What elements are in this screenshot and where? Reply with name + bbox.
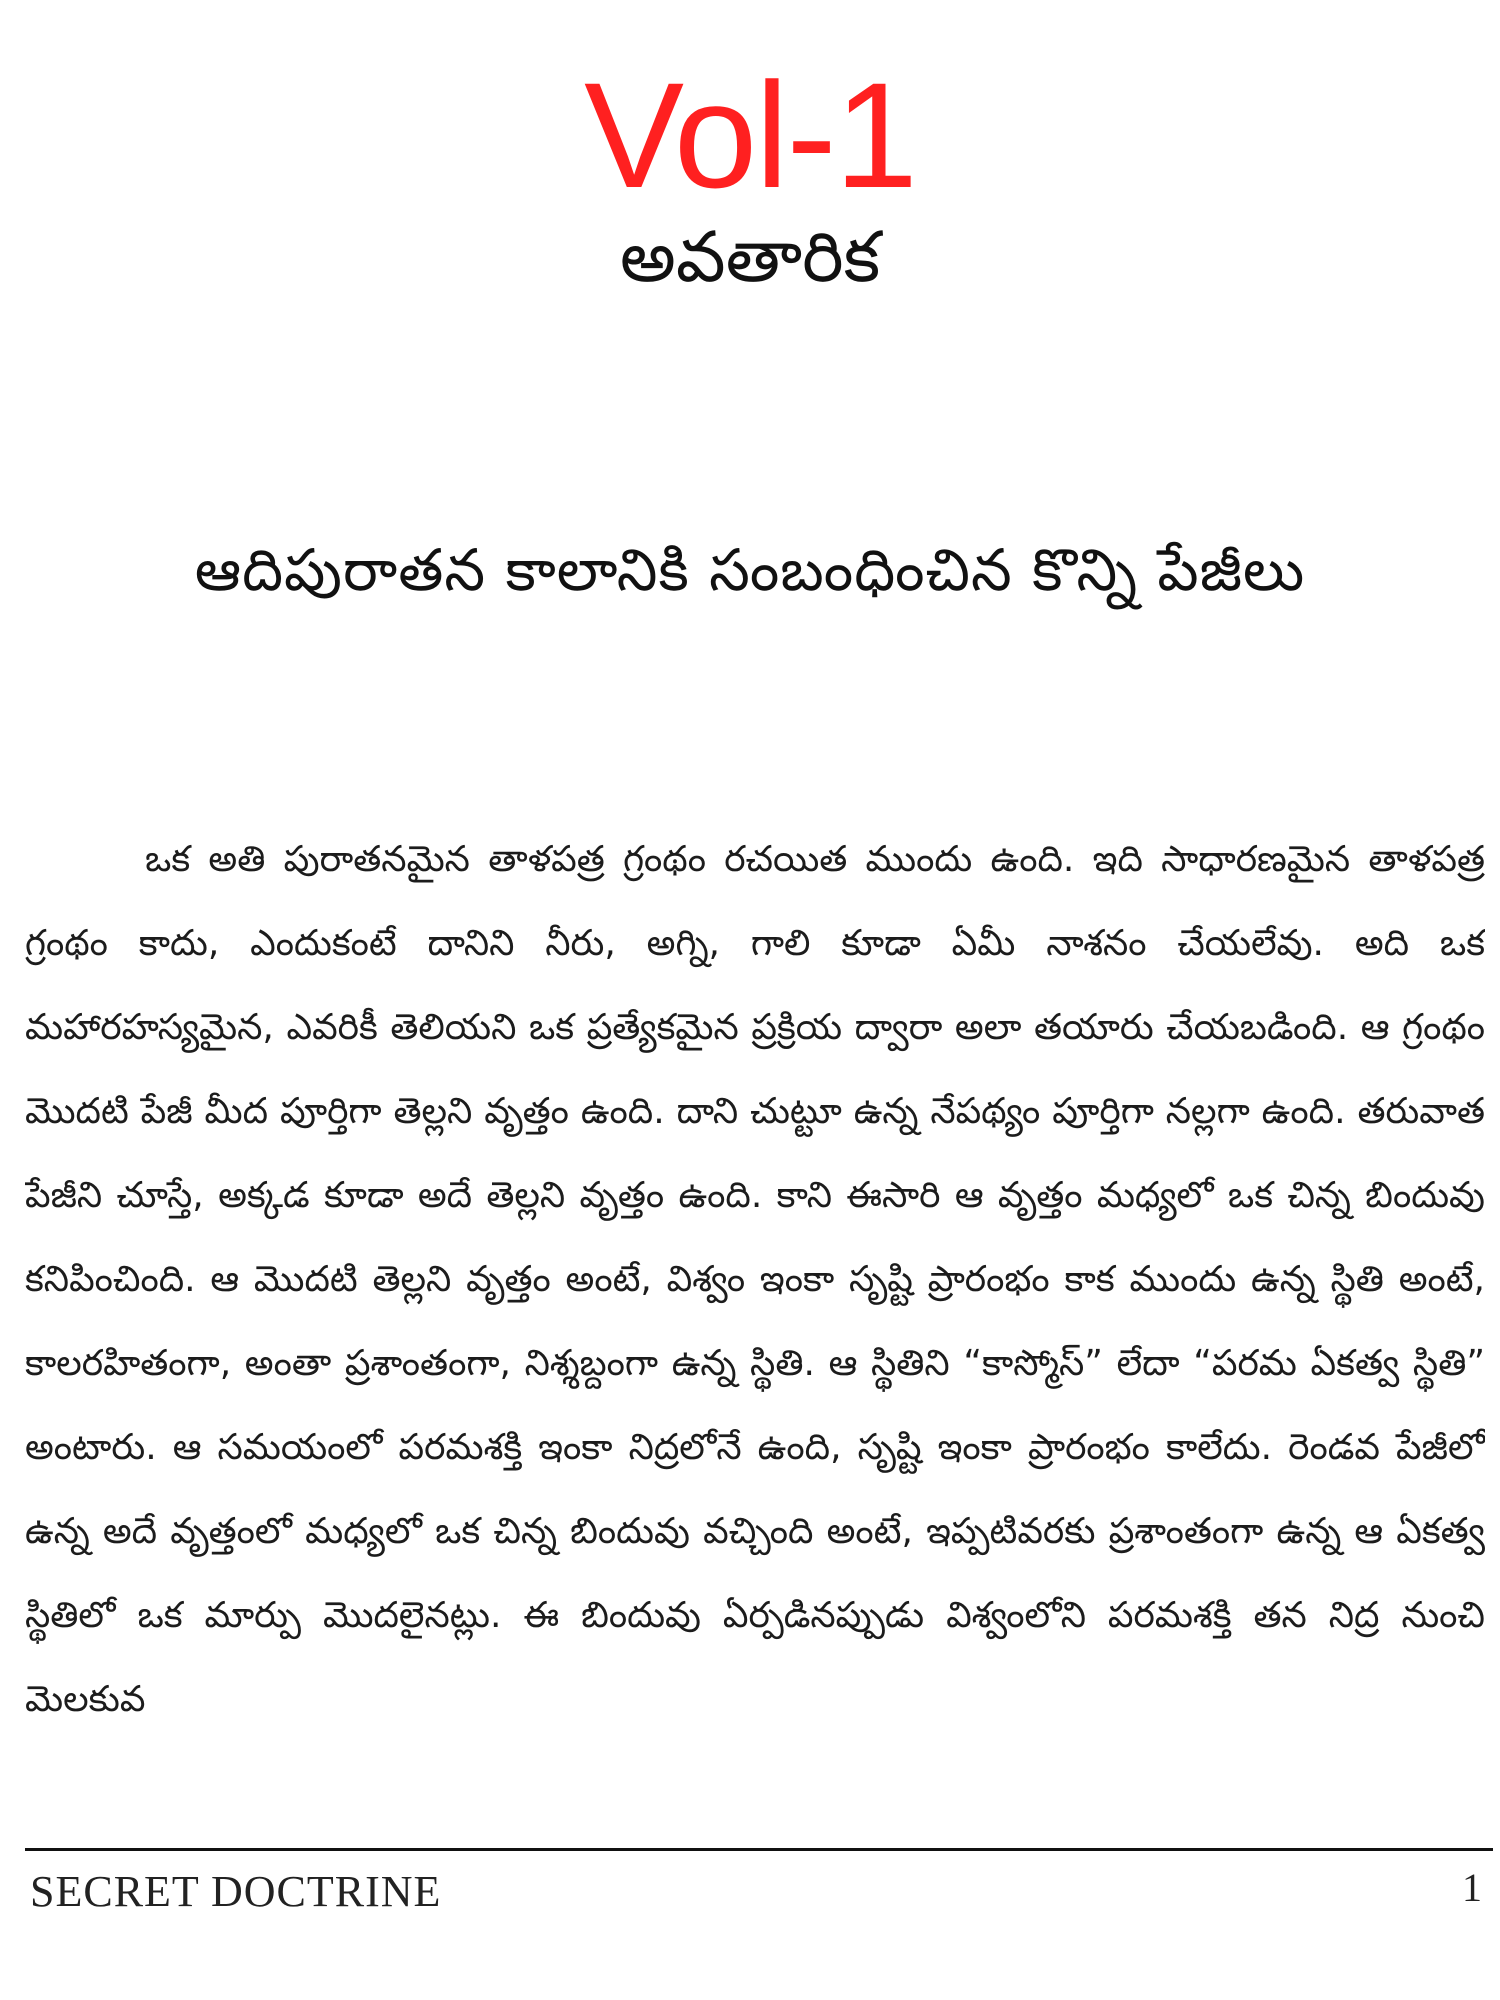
chapter-heading: ఆదిపురాతన కాలానికి సంబంధించిన కొన్ని పేజీలు [194,536,1306,604]
footer-book-title: SECRET DOCTRINE [30,1867,442,1916]
volume-label: Vol-1 [584,51,916,219]
footer-divider [25,1848,1493,1851]
body-paragraph: ఒక అతి పురాతనమైన తాళపత్ర గ్రంథం రచయిత ముందు ఉంది. ఇది సాధారణమైన తాళపత్ర గ్రంథం కాదు, ఎందుకంటే దానిని నీరు, అగ్ని, గాలి కూడా ఏమీ నాశనం చేయలేవు. అది ఒక మహారహస్యమైన, ఎవరికీ తెలియని ఒక ప్రత్యేకమైన ప్రక్రియ ద్వారా అలా తయారు చేయబడింది. ఆ గ్రంథం మొదటి పేజీ మీద పూర్తిగా తెల్లని వృత్తం ఉంది. దాని చుట్టూ ఉన్న నేపథ్యం పూర్తిగా నల్లగా ఉంది. తరువాత పేజీని చూస్తే, అక్కడ కూడా అదే తెల్లని వృత్తం ఉంది. కాని ఈసారి ఆ వృత్తం మధ్యలో ఒక చిన్న బిందువు కనిపించింది. ఆ మొదటి తెల్లని వృత్తం అంటే, విశ్వం ఇంకా సృష్టి ప్రారంభం కాక ముందు ఉన్న స్థితి అంటే, కాలరహితంగా, అంతా ప్రశాంతంగా, నిశ్శబ్దంగా ఉన్న స్థితి. ఆ స్థితిని “కాస్మోస్” లేదా “పరమ ఏకత్వ స్థితి” అంటారు. ఆ సమయంలో పరమశక్తి ఇంకా నిద్రలోనే ఉంది, సృష్టి ఇంకా ప్రారంభం కాలేదు. రెండవ పేజీలో ఉన్న అదే వృత్తంలో మధ్యలో ఒక చిన్న బిందువు వచ్చింది అంటే, ఇప్పటివరకు ప్రశాంతంగా ఉన్న ఆ ఏకత్వ స్థితిలో ఒక మార్పు మొదలైనట్లు. ఈ బిందువు ఏర్పడినప్పుడు విశ్వంలోని పరమశక్తి తన నిద్ర నుంచి మెలకువ [25,839,1485,1720]
footer-page-number: 1 [1462,1865,1482,1910]
section-subtitle: అవతారిక [619,216,881,298]
